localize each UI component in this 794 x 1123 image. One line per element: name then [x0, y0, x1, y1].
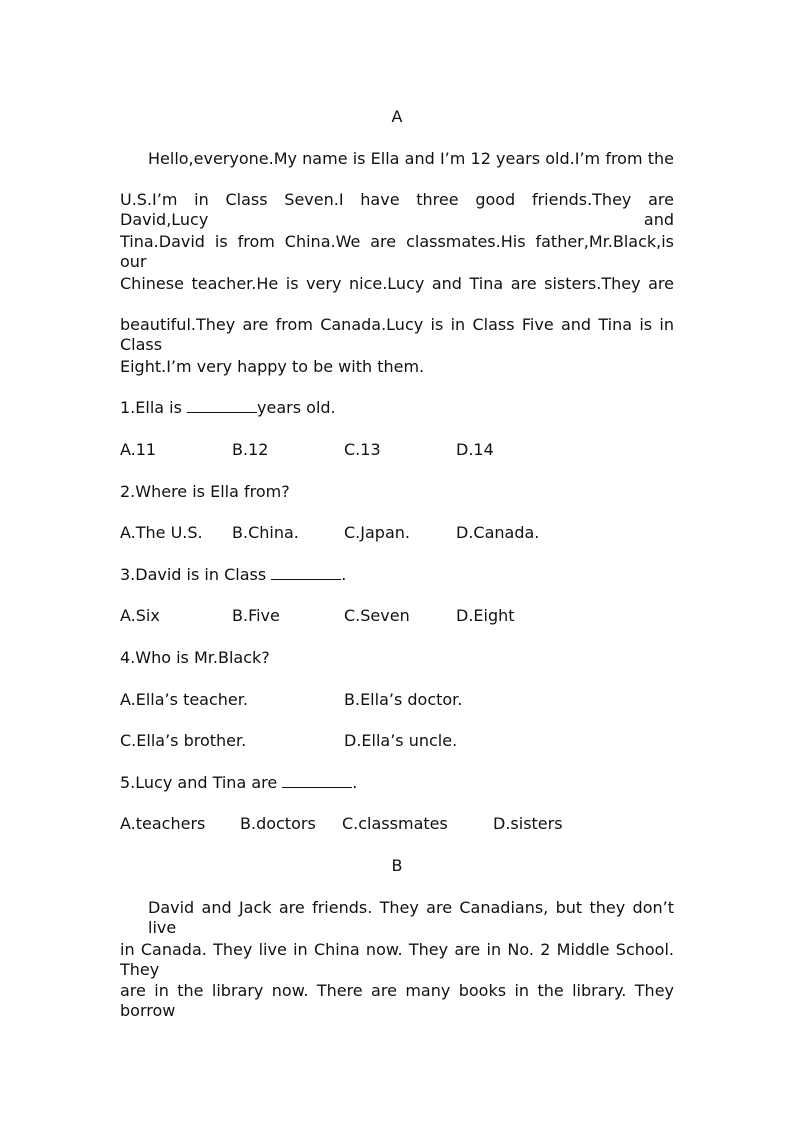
question-3-text-before: 3.David is in Class: [120, 565, 272, 584]
passage-b-line-3: are in the library now. There are many books in the library. They borrow: [120, 981, 674, 1020]
section-a-heading: A: [391, 107, 403, 126]
question-3-stem: [120, 565, 674, 585]
question-2-option-a[interactable]: A.The U.S.: [120, 523, 203, 542]
passage-a-line-6: Eight.I’m very happy to be with them.: [120, 357, 425, 376]
question-3-option-c[interactable]: C.Seven: [344, 606, 410, 625]
answer-blank: [282, 773, 352, 788]
passage-b-line-2: in Canada. They live in China now. They are in No. 2 Middle School. They: [120, 940, 674, 979]
question-4-stem: 4.Who is Mr.Black?: [120, 648, 270, 667]
question-3-option-d[interactable]: D.Eight: [456, 606, 515, 625]
passage-b-line-1: David and Jack are friends. They are Canadians, but they don’t live: [148, 898, 674, 937]
question-1-stem: [120, 398, 674, 418]
question-1-option-d[interactable]: D.14: [456, 440, 494, 459]
question-2-stem: 2.Where is Ella from?: [120, 482, 290, 501]
question-3-option-a[interactable]: A.Six: [120, 606, 160, 625]
question-2-option-c[interactable]: C.Japan.: [344, 523, 410, 542]
question-4-option-a[interactable]: A.Ella’s teacher.: [120, 690, 248, 709]
passage-a-line-4: Chinese teacher.He is very nice.Lucy and Tina are sisters.They are: [120, 274, 674, 293]
question-1-option-a[interactable]: A.11: [120, 440, 157, 459]
question-5-option-c[interactable]: C.classmates: [342, 814, 448, 833]
answer-blank: [271, 565, 341, 580]
question-1-text-before: 1.Ella is: [120, 398, 188, 417]
question-1-text-after: years old.: [257, 398, 336, 417]
question-5-text-after: .: [352, 773, 358, 792]
question-2-option-b[interactable]: B.China.: [232, 523, 299, 542]
question-5-option-a[interactable]: A.teachers: [120, 814, 206, 833]
question-4-option-d[interactable]: D.Ella’s uncle.: [344, 731, 458, 750]
section-b-heading: B: [391, 856, 403, 875]
question-5-option-d[interactable]: D.sisters: [493, 814, 563, 833]
passage-a-line-3: Tina.David is from China.We are classmates.His father,Mr.Black,is our: [120, 232, 674, 271]
question-1-option-b[interactable]: B.12: [232, 440, 269, 459]
question-4-option-b[interactable]: B.Ella’s doctor.: [344, 690, 463, 709]
question-2-option-d[interactable]: D.Canada.: [456, 523, 540, 542]
question-1-option-c[interactable]: C.13: [344, 440, 381, 459]
question-3-text-after: .: [341, 565, 347, 584]
question-4-option-c[interactable]: C.Ella’s brother.: [120, 731, 247, 750]
passage-a-line-2: U.S.I’m in Class Seven.I have three good friends.They are David,Lucy and: [120, 190, 674, 229]
question-5-text-before: 5.Lucy and Tina are: [120, 773, 283, 792]
question-3-option-b[interactable]: B.Five: [232, 606, 280, 625]
question-5-option-b[interactable]: B.doctors: [240, 814, 316, 833]
passage-a-line-5: beautiful.They are from Canada.Lucy is in Class Five and Tina is in Class: [120, 315, 674, 354]
question-5-stem: [120, 773, 674, 793]
answer-blank: [187, 398, 257, 413]
passage-a-line-1: Hello,everyone.My name is Ella and I’m 12 years old.I’m from the: [148, 149, 674, 168]
